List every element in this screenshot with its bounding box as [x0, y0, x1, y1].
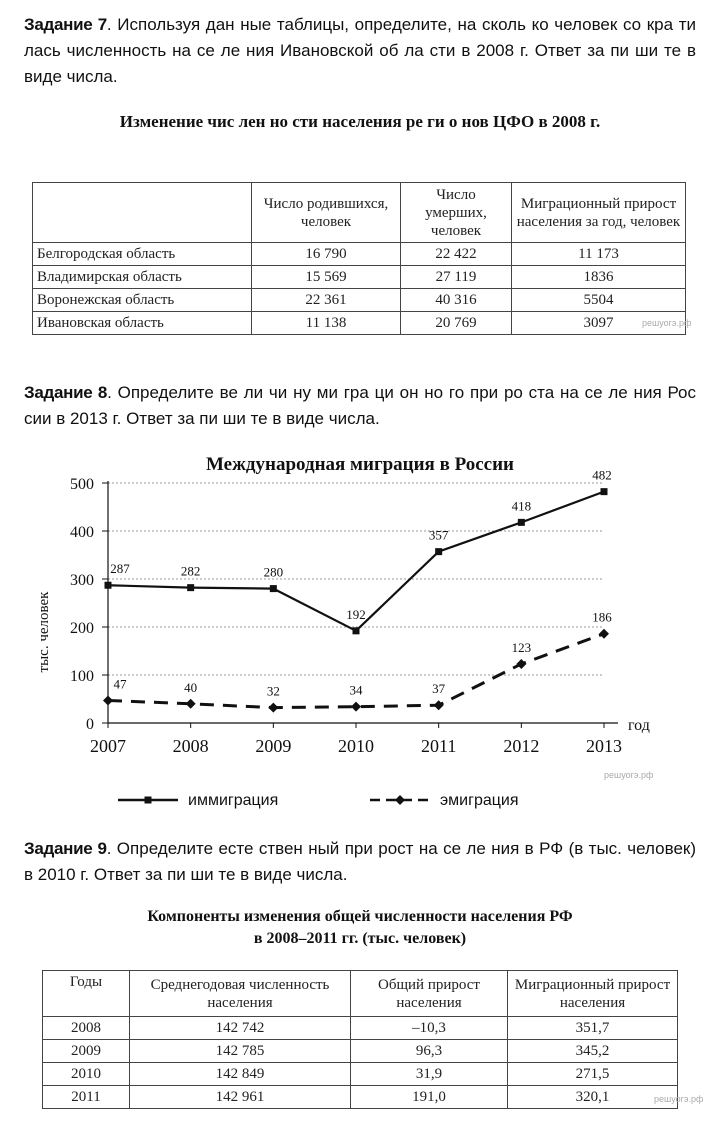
migration-cell: 3097	[512, 312, 686, 335]
table-row	[43, 1086, 678, 1109]
deaths-cell: 27 119	[401, 266, 512, 289]
total-growth-cell: –10,3	[351, 1017, 508, 1040]
data-label: 37	[432, 681, 446, 697]
deaths-cell: 22 422	[401, 243, 512, 266]
births-cell: 16 790	[252, 243, 401, 266]
y-tick-label: 100	[70, 668, 94, 685]
migration-growth-cell: 345,2	[508, 1040, 678, 1063]
data-point	[105, 582, 112, 589]
task7-caption: Изменение чис лен но сти населения ре ги о нов ЦФО в 2008 г.	[119, 112, 601, 131]
task9-text	[24, 836, 696, 888]
data-label: 280	[263, 564, 284, 580]
chart-title: Международная миграция в России	[206, 454, 514, 475]
task7-header-0	[33, 183, 252, 243]
data-point	[434, 700, 444, 710]
data-label: 418	[511, 498, 532, 514]
data-label: 32	[266, 683, 280, 699]
region-cell: Белгородская область	[33, 243, 252, 266]
table-row	[43, 1017, 678, 1040]
data-point	[599, 629, 609, 639]
region-cell: Владимирская область	[33, 266, 252, 289]
migration-cell: 5504	[512, 289, 686, 312]
data-point	[601, 488, 608, 495]
watermark: решуогэ.рф	[642, 318, 692, 328]
task9-table	[42, 970, 678, 1109]
task9-caption-line2: в 2008–2011 гг. (тыс. человек)	[253, 930, 467, 947]
migration-growth-cell: 320,1	[508, 1086, 678, 1109]
migration-cell: 1836	[512, 266, 686, 289]
data-point	[186, 699, 196, 709]
task7-body: . Используя дан ные таблицы, определите, на сколь ко человек со кра ти лась численность на се ле ния Ивановской об ла сти в 2008 г. Ответ за пи ши те в виде числа.	[24, 15, 696, 86]
year-cell: 2009	[43, 1040, 130, 1063]
x-tick-label: 2008	[172, 736, 209, 756]
y-tick-label: 400	[70, 524, 94, 541]
task9-header-1: Среднегодовая численность населения	[130, 971, 351, 1017]
population-cell: 142 785	[130, 1040, 351, 1063]
table-row	[33, 243, 686, 266]
task7-table	[32, 182, 686, 335]
table-row	[43, 1040, 678, 1063]
data-point	[518, 519, 525, 526]
data-label: 482	[592, 467, 612, 483]
y-tick-label: 0	[86, 716, 94, 733]
migration-chart	[0, 444, 720, 824]
total-growth-cell: 96,3	[351, 1040, 508, 1063]
deaths-cell: 20 769	[401, 312, 512, 335]
data-label: 34	[349, 682, 363, 698]
task8-label: Задание 8	[24, 383, 108, 402]
region-cell: Ивановская область	[33, 312, 252, 335]
task7-header-3: Миграционный прирост населения за год, человек	[512, 183, 686, 243]
total-growth-cell: 191,0	[351, 1086, 508, 1109]
y-tick-label: 200	[70, 620, 94, 637]
year-cell: 2008	[43, 1017, 130, 1040]
migration-growth-cell: 351,7	[508, 1017, 678, 1040]
data-point	[187, 584, 194, 591]
y-tick-label: 500	[70, 476, 94, 493]
watermark: решуогэ.рф	[604, 770, 654, 780]
region-cell: Воронежская область	[33, 289, 252, 312]
year-cell: 2011	[43, 1086, 130, 1109]
x-tick-label: 2013	[586, 736, 622, 756]
migration-growth-cell: 271,5	[508, 1063, 678, 1086]
data-label: 357	[428, 527, 449, 543]
legend-marker	[145, 797, 152, 804]
task9-body: . Определите есте ствен ный при рост на се ле ния в РФ (в тыс. человек) в 2010 г. Ответ за пи ши те в виде числа.	[24, 839, 696, 884]
data-label: 287	[110, 561, 130, 577]
migration-cell: 11 173	[512, 243, 686, 266]
task7-label: Задание 7	[24, 15, 107, 34]
year-cell: 2010	[43, 1063, 130, 1086]
data-label: 186	[592, 609, 612, 625]
task7-header-1: Число родившихся, человек	[252, 183, 401, 243]
data-label: 47	[113, 676, 127, 692]
data-point	[351, 702, 361, 712]
legend-label: эмиграция	[440, 792, 519, 809]
x-tick-label: 2012	[503, 736, 540, 756]
x-tick-label: 2007	[90, 736, 126, 756]
data-point	[353, 627, 360, 634]
task8-body: . Определите ве ли чи ну ми гра ци он но го при ро ста на се ле ния Рос сии в 2013 г. Ответ за пи ши те в виде числа.	[24, 383, 696, 428]
births-cell: 22 361	[252, 289, 401, 312]
data-label: 40	[184, 679, 198, 695]
task9-label: Задание 9	[24, 839, 107, 858]
chart-xlabel: год	[628, 717, 650, 734]
population-cell: 142 849	[130, 1063, 351, 1086]
data-point	[435, 548, 442, 555]
births-cell: 15 569	[252, 266, 401, 289]
data-label: 123	[511, 639, 532, 655]
population-cell: 142 961	[130, 1086, 351, 1109]
population-cell: 142 742	[130, 1017, 351, 1040]
task8-text	[24, 380, 696, 432]
watermark: решуогэ.рф	[654, 1094, 704, 1104]
data-point	[268, 703, 278, 713]
task9-caption-line1: Компоненты изменения общей численности населения РФ	[147, 908, 573, 925]
deaths-cell: 40 316	[401, 289, 512, 312]
data-label: 282	[180, 563, 201, 579]
x-tick-label: 2009	[255, 736, 292, 756]
table-row	[33, 312, 686, 335]
data-label: 192	[346, 606, 366, 622]
chart-ylabel: тыс. человек	[36, 591, 52, 673]
data-point	[103, 695, 113, 705]
table-row	[33, 266, 686, 289]
data-point	[270, 585, 277, 592]
x-tick-label: 2011	[420, 736, 457, 756]
task7-header-2: Число умерших, человек	[401, 183, 512, 243]
x-tick-label: 2010	[338, 736, 374, 756]
task9-header-2: Общий прирост населения	[351, 971, 508, 1017]
task9-header-3: Миграционный прирост населения	[508, 971, 678, 1017]
table-row	[33, 289, 686, 312]
task9-header-0: Годы	[43, 971, 130, 1017]
total-growth-cell: 31,9	[351, 1063, 508, 1086]
births-cell: 11 138	[252, 312, 401, 335]
data-point	[516, 659, 526, 669]
table-row	[43, 1063, 678, 1086]
task7-text	[24, 12, 696, 90]
y-tick-label: 300	[70, 572, 94, 589]
legend-label: иммиграция	[188, 792, 279, 809]
legend-marker	[395, 795, 405, 805]
